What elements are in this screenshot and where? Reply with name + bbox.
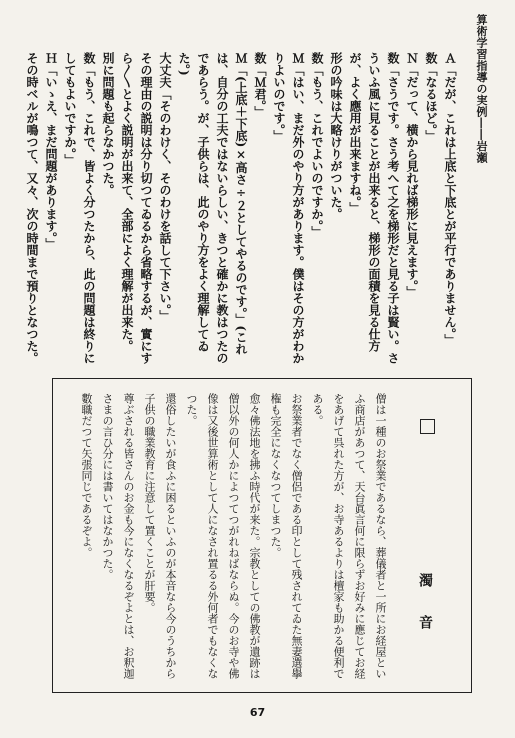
dialogue-line: Ｍ「はい、まだ外のやり方があります。僕はその方がわかりよいのです。」	[272, 52, 305, 364]
box-body	[71, 393, 391, 683]
box-paragraph: 尊ぶされる皆さんのお金も今になくなるぞよとは、お釈迦さまの言ひ分には書いてはなかつた。	[101, 393, 135, 679]
dialogue-line: その理由の説明は分り切つてゐるから省略するが、實にすら〳〵とよく説明が出来て、全部によく理解が出来た。	[120, 52, 153, 364]
dialogue-line: 数「もう、これでよいのですか。」	[310, 52, 324, 238]
box-title	[415, 419, 435, 629]
dialogue-text	[25, 52, 459, 364]
box-paragraph: 僧は一種のお祭業であるなら、葬儀者と一所にお経屋といふ商店があつて、天台眞言何に限らずお好みに應じてお経をあげて呉れた方が、お寺あるよりは檀家も助かる便利である。	[311, 393, 387, 679]
dialogue-line: Ｎ「だって、横から見れば梯形に見えます。」	[405, 52, 419, 298]
box-paragraph: 數職だつて矢張同じであるぞよ。	[80, 393, 93, 558]
dialogue-line: 別に問題も起らなかつた。	[101, 52, 115, 196]
dialogue-line: 形の吟味は大略けりがついた。	[329, 52, 343, 220]
dialogue-line: Ｍ「(上底＋下底)×高さ÷２としてやるのです。」(これは、自分の工夫ではないらしい、きつと確かに教はつたのであらう。が、子供らは、此のやり方をよく理解してゐた。)	[177, 52, 248, 364]
dialogue-line: Ａ「だが、これは上底と下底とが平行でありません。」	[443, 52, 457, 346]
box-title-text: 濁 音	[417, 573, 433, 629]
dialogue-line: 数「Ｍ君。」	[253, 52, 267, 118]
box-paragraph: お祭業者でなく僧侶である印として残されてゐた無妻選擧権も完全になくなつてしまつた。	[269, 393, 303, 679]
box-paragraph: 還俗したいが食ふに困るといふのが本音なら今のうちから子供の職業教育に注意して置くことが肝要。	[143, 393, 177, 679]
dialogue-line: 数「さうです。さう考へて之を梯形だと見る子は賢い。さういふ風に見ることが出来ると、梯形の面積を見る仕方が、よく應用が出来ますね。」	[348, 52, 400, 364]
dialogue-line: 大丈夫「そのわけく、そのわけを話して下さい。」	[158, 52, 172, 322]
dialogue-line: 数「もう、これで、皆よく分つたから、此の問題は終りにしてもよいですか。」	[63, 52, 96, 364]
square-icon	[420, 419, 435, 434]
dialogue-line: その時ベルが鳴つて、又々、次の時間まで預りとなつた。	[25, 52, 39, 364]
page-number: 67	[249, 706, 266, 719]
running-header: 算術学習指導の実例――岩瀬	[475, 14, 488, 164]
column-box	[52, 378, 472, 693]
box-paragraph: 愈々佛法地を拂ふ時代が来た。宗教としての佛教が遺跡は僧以外の何人かによつてつがれねばならぬ。今のお寺や佛像は又後世算術として人になされ置るる外何者でもなくなつた。	[185, 393, 261, 679]
dialogue-line: Ｈ「いゝえ、まだ問題があります。」	[44, 52, 58, 250]
dialogue-line: 数「なるほど。」	[424, 52, 438, 142]
